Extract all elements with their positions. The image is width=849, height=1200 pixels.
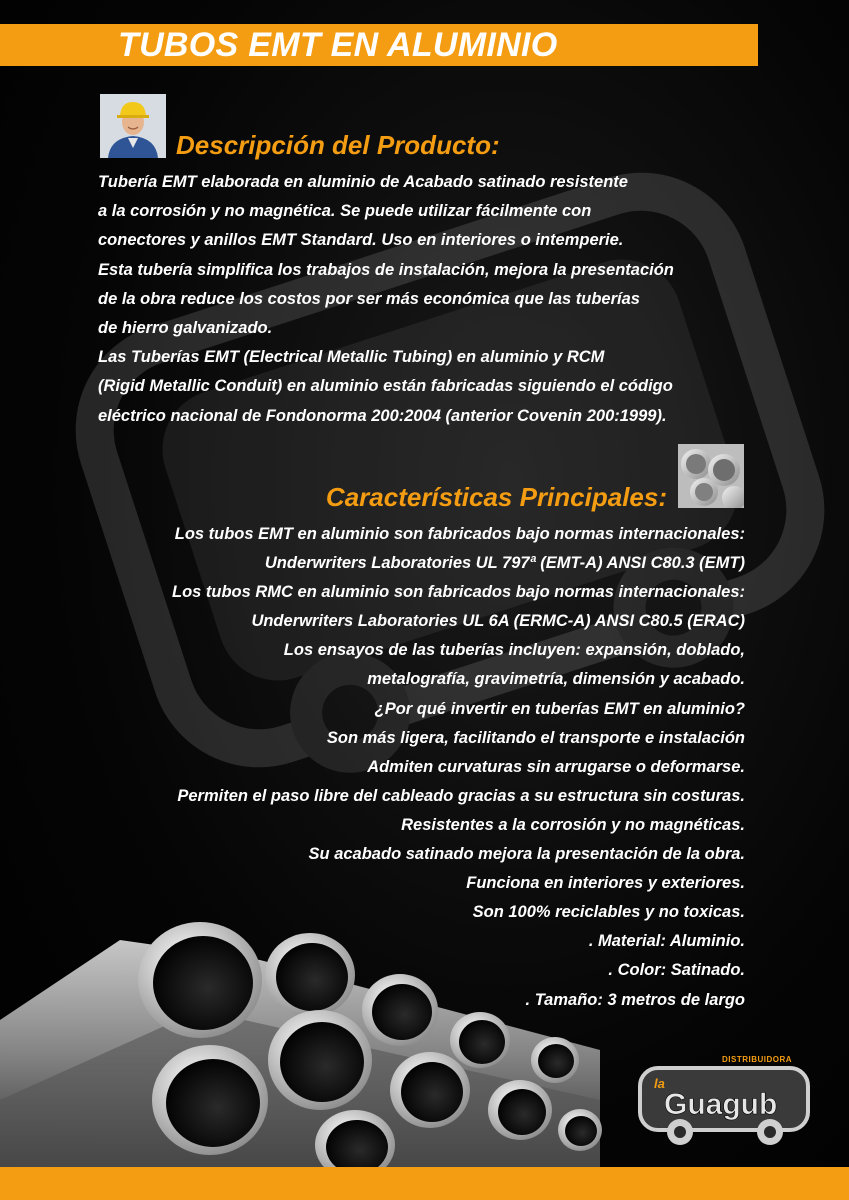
description-line: eléctrico nacional de Fondonorma 200:2004 (anterior Covenin 200:1999).	[98, 406, 667, 425]
description-line: Las Tuberías EMT (Electrical Metallic Tubing) en aluminio y RCM	[98, 348, 605, 367]
description-line: Tubería EMT elaborada en aluminio de Acabado satinado resistente	[98, 173, 628, 191]
worker-photo	[100, 94, 166, 158]
aluminum-tubes-image	[0, 900, 620, 1170]
characteristics-line: Los ensayos de las tuberías incluyen: expansión, doblado,	[283, 641, 745, 660]
characteristics-line: Su acabado satinado mejora la presentación de la obra.	[308, 845, 745, 864]
description-line: de la obra reduce los costos por ser más económica que las tuberías	[98, 289, 640, 308]
page-title: TUBOS EMT EN ALUMINIO	[118, 26, 558, 64]
characteristics-line: Los tubos RMC en aluminio son fabricados bajo normas internacionales:	[171, 583, 745, 602]
description-line: (Rigid Metallic Conduit) en aluminio están fabricadas siguiendo el código	[98, 377, 673, 396]
characteristics-line: Funciona en interiores y exteriores.	[466, 874, 745, 893]
description-line: conectores y anillos EMT Standard. Uso en interiores o intemperie.	[98, 231, 624, 250]
characteristics-line: Underwriters Laboratories UL 797ª (EMT-A) ANSI C80.3 (EMT)	[264, 554, 745, 573]
characteristics-line: Son más ligera, facilitando el transporte e instalación	[326, 728, 745, 747]
la-guagub-logo	[636, 1054, 812, 1150]
characteristics-heading: Características Principales:	[325, 482, 667, 512]
description-line: a la corrosión y no magnética. Se puede utilizar fácilmente con	[98, 202, 592, 221]
logo-brand-text: Guagub	[664, 1088, 778, 1121]
characteristics-line: . Color: Satinado.	[608, 961, 745, 980]
characteristics-line: metalografía, gravimetría, dimensión y acabado.	[367, 670, 745, 689]
characteristics-line: Underwriters Laboratories UL 6A (ERMC-A) ANSI C80.5 (ERAC)	[251, 612, 745, 631]
characteristics-line: . Tamaño: 3 metros de largo	[525, 990, 745, 1009]
characteristics-line: Admiten curvaturas sin arrugarse o deformarse.	[367, 757, 745, 776]
pipes-photo	[678, 444, 744, 508]
logo-distribuidora-text: DISTRIBUIDORA	[722, 1055, 793, 1064]
bottom-bar	[0, 1167, 849, 1200]
characteristics-line: Los tubos EMT en aluminio son fabricados bajo normas internacionales:	[174, 525, 745, 543]
description-line: de hierro galvanizado.	[98, 319, 273, 338]
characteristics-line: ¿Por qué invertir en tuberías EMT en aluminio?	[374, 699, 745, 718]
description-heading: Descripción del Producto:	[176, 130, 500, 160]
characteristics-line: Resistentes a la corrosión y no magnéticas.	[401, 815, 745, 834]
description-line: Esta tubería simplifica los trabajos de instalación, mejora la presentación	[98, 260, 674, 279]
characteristics-line: Son 100% reciclables y no toxicas.	[472, 903, 745, 922]
logo-la-text: la	[654, 1076, 665, 1091]
characteristics-line: . Material: Aluminio.	[588, 932, 745, 951]
description-text	[98, 168, 758, 431]
characteristics-line: Permiten el paso libre del cableado gracias a su estructura sin costuras.	[177, 786, 745, 805]
